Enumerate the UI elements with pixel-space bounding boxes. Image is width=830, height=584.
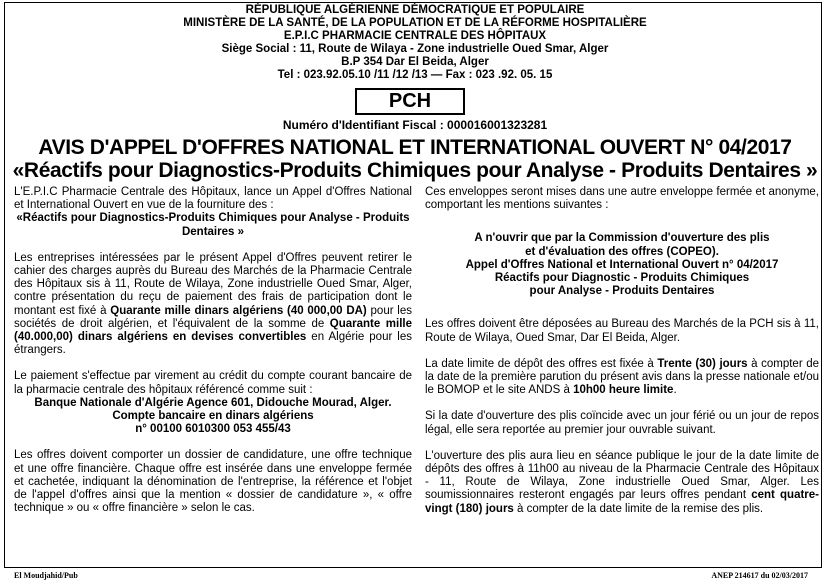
right-paragraph-holiday: Si la date d'ouverture des plis coïncide avec un jour férié ou un jour de repos légal, elle sera reportée au premier jour ouvrable suivant.: [425, 410, 819, 436]
letterhead: [0, 4, 830, 82]
bank-name: Banque Nationale d'Algérie Agence 601, Didouche Mourad, Alger.: [34, 396, 392, 409]
header-line-ministry: MINISTÈRE DE LA SANTÉ, DE LA POPULATION ET DE LA RÉFORME HOSPITALIÈRE: [183, 17, 647, 29]
left-column: [14, 186, 412, 528]
right-paragraph-deadline: La date limite de dépôt des offres est fixée à Trente (30) jours à compter de la date de la première parution du présent avis dans la presse nationale et/ou le BOMOP et le site ANDS à 10h00 heure limite.: [425, 357, 820, 397]
header-line-address: Siège Social : 11, Route de Wilaya - Zone industrielle Oued Smar, Alger: [221, 43, 609, 55]
pch-logo-box: PCH: [355, 88, 465, 115]
fiscal-id: Numéro d'Identifiant Fiscal : 000016001323281: [282, 118, 548, 132]
mention-line-2: et d'évaluation des offres (COPEO).: [525, 245, 719, 258]
notice-title: AVIS D'APPEL D'OFFRES NATIONAL ET INTERNATIONAL OUVERT N° 04/2017: [38, 136, 792, 159]
mention-line-3: Appel d'Offres National et International Ouvert n° 04/2017: [465, 258, 779, 271]
left-paragraph-intro: L'E.P.I.C Pharmacie Centrale des Hôpitaux, lance un Appel d'Offres National et International Ouvert en vue de la fourniture des :: [14, 186, 412, 212]
left-paragraph-product: «Réactifs pour Diagnostics-Produits Chimiques pour Analyse - Produits Dentaires »: [16, 212, 410, 238]
notice-subtitle: «Réactifs pour Diagnostics-Produits Chimiques pour Analyse - Produits Dentaires »: [12, 159, 818, 182]
header-line-bp: B.P 354 Dar El Beida, Alger: [341, 56, 489, 68]
header-line-phone: Tel : 023.92.05.10 /11 /12 /13 — Fax : 023 .92. 05. 15: [277, 69, 553, 81]
footer-anep-ref: ANEP 214617 du 02/03/2017: [711, 571, 808, 580]
left-paragraph-payment: Le paiement s'effectue par virement au crédit du compte courant bancaire de la pharmacie centrale des hôpitaux référencé comme suit :: [14, 370, 412, 396]
bank-account-number: n° 00100 6010300 053 455/43: [135, 423, 291, 436]
right-paragraph-opening: L'ouverture des plis aura lieu en séance publique le jour de la date limite de dépôts des offres à 11h00 au niveau de la Pharmacie Centrale des Hôpitaux - 11, Route de Wilaya, Zone industrielle Oued Smar, Alger. Les soumissionnaires resteront engagés par leurs offres pendant cent quatre-vingt (180) jours à compter de la date limite de la remise des plis.: [425, 449, 819, 515]
left-paragraph-cahier: Les entreprises intéressées par le présent Appel d'Offres peuvent retirer le cahier des charges auprès du Bureau des Marchés de la Pharmacie Centrale des Hôpitaux sis à 11, Route de Wilaya, Zone industrielle Oued Smar, Alger, contre présentation du reçu de paiement des frais de participation dont le montant est fixé à Quarante mille dinars algériens (40 000,00 DA) pour les sociétés de droit algérien, et l'équivalent de la somme de Quarante mille (40.000,00) dinars algériens en devises convertibles en Algérie pour les étrangers.: [14, 251, 413, 357]
header-line-republic: RÉPUBLIQUE ALGÉRIENNE DÉMOCRATIQUE ET POPULAIRE: [245, 4, 585, 16]
left-paragraph-offers: Les offres doivent comporter un dossier de candidature, une offre technique et une offre financière. Chaque offre est insérée dans une enveloppe fermée et cachetée, indiquant la dénomination de l'entreprise, la référence et l'objet de l'appel d'offres ainsi que la mention « dossier de candidature », « offre technique » ou « offre financière » selon le cas.: [14, 449, 412, 515]
mention-line-5: pour Analyse - Produits Dentaires: [529, 285, 715, 298]
right-column: [425, 186, 819, 529]
mention-line-4: Réactifs pour Diagnostic - Produits Chimiques: [494, 272, 750, 285]
right-paragraph-envelopes: Ces enveloppes seront mises dans une autre enveloppe fermée et anonyme, comportant les mentions suivantes :: [425, 186, 819, 212]
header-line-epic: E.P.I.C PHARMACIE CENTRALE DES HÔPITAUX: [283, 30, 547, 42]
mention-line-1: A n'ouvrir que par la Commission d'ouverture des plis: [474, 232, 770, 245]
right-paragraph-deposit: Les offres doivent être déposées au Bureau des Marchés de la PCH sis à 11, Route de Wilaya, Oued Smar, Dar El Beida, Alger.: [425, 318, 819, 344]
footer-publication: El Moudjahid/Pub: [14, 571, 78, 580]
bank-account-label: Compte bancaire en dinars algériens: [112, 410, 314, 423]
